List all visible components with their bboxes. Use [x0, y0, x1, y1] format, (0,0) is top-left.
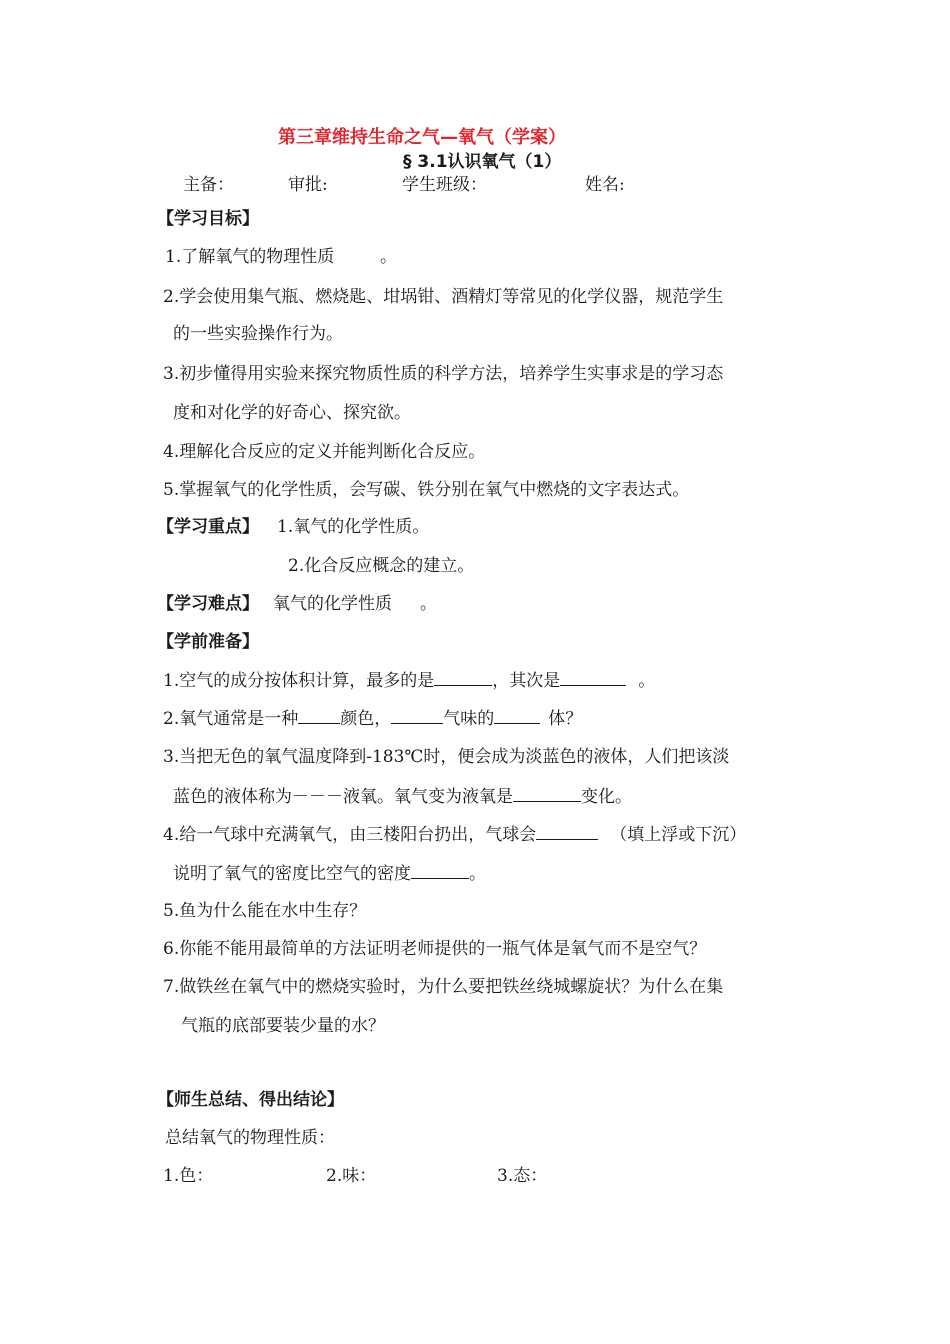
- summary-intro: 总结氧气的物理性质：: [165, 1128, 335, 1148]
- goal-item-period: 。: [380, 247, 397, 267]
- answer-blank[interactable]: [298, 706, 340, 724]
- difficulty-heading: 【学习难点】: [157, 594, 259, 614]
- meta-main-author: 主备：: [183, 175, 234, 195]
- goal-item: 5.掌握氧气的化学性质，会写碳、铁分别在氧气中燃烧的文字表达式。: [163, 480, 690, 500]
- prep-question-4: 4.给一气球中充满氧气，由三楼阳台扔出，气球会 （填上浮或下沉）: [163, 822, 746, 847]
- section-subtitle: § 3.1认识氧气（1）: [403, 152, 562, 172]
- page-title: 第三章维持生命之气—氧气（学案）: [278, 127, 566, 148]
- answer-blank[interactable]: [494, 706, 540, 724]
- difficulty-text: 氧气的化学性质: [273, 594, 392, 614]
- summary-state: 3.态：: [497, 1166, 548, 1186]
- prep-question-6: 6.你能不能用最简单的方法证明老师提供的一瓶气体是氧气而不是空气？: [163, 939, 707, 959]
- prep-heading: 【学前准备】: [157, 632, 259, 652]
- meta-reviewer: 审批:: [288, 175, 328, 195]
- meta-student-name: 姓名:: [585, 175, 625, 195]
- answer-blank[interactable]: [411, 861, 469, 879]
- prep-question-7: 7.做铁丝在氧气中的燃烧实验时，为什么要把铁丝绕城螺旋状？为什么在集: [163, 977, 724, 997]
- goal-item-continued: 度和对化学的好奇心、探究欲。: [173, 403, 411, 423]
- summary-smell: 2.味：: [326, 1166, 377, 1186]
- goal-item: 1.了解氧气的物理性质: [165, 247, 335, 267]
- summary-heading: 【师生总结、得出结论】: [157, 1090, 344, 1110]
- difficulty-period: 。: [420, 594, 437, 614]
- prep-question-3: 3.当把无色的氧气温度降到-183℃时，便会成为淡蓝色的液体，人们把该淡: [163, 747, 730, 767]
- answer-blank[interactable]: [560, 668, 626, 686]
- answer-blank[interactable]: [536, 822, 598, 840]
- key-points-heading: 【学习重点】: [157, 517, 259, 537]
- goal-item: 2.学会使用集气瓶、燃烧匙、坩埚钳、酒精灯等常见的化学仪器，规范学生: [163, 287, 724, 307]
- key-point-item: 2.化合反应概念的建立。: [288, 556, 475, 576]
- prep-question-3-continued: 蓝色的液体称为－－－液氧。氧气变为液氧是 变化。: [173, 784, 632, 809]
- prep-question-4-continued: 说明了氧气的密度比空气的密度 。: [173, 861, 486, 886]
- goal-item: 4.理解化合反应的定义并能判断化合反应。: [163, 442, 486, 462]
- key-point-item: 1.氧气的化学性质。: [277, 517, 430, 537]
- meta-student-class: 学生班级：: [402, 175, 487, 195]
- goal-item-continued: 的一些实验操作行为。: [173, 324, 343, 344]
- answer-blank[interactable]: [391, 706, 443, 724]
- prep-question-5: 5.鱼为什么能在水中生存？: [163, 901, 367, 921]
- answer-blank[interactable]: [513, 784, 581, 802]
- prep-question-1: 1.空气的成分按体积计算，最多的是 ，其次是 。: [163, 668, 655, 693]
- goal-item: 3.初步懂得用实验来探究物质性质的科学方法，培养学生实事求是的学习态: [163, 364, 724, 384]
- prep-question-2: 2.氧气通常是一种 颜色， 气味的 体？: [163, 706, 582, 731]
- answer-blank[interactable]: [434, 668, 492, 686]
- summary-color: 1.色：: [163, 1166, 214, 1186]
- goals-heading: 【学习目标】: [157, 209, 259, 229]
- prep-question-7-continued: 气瓶的底部要装少量的水？: [181, 1016, 385, 1036]
